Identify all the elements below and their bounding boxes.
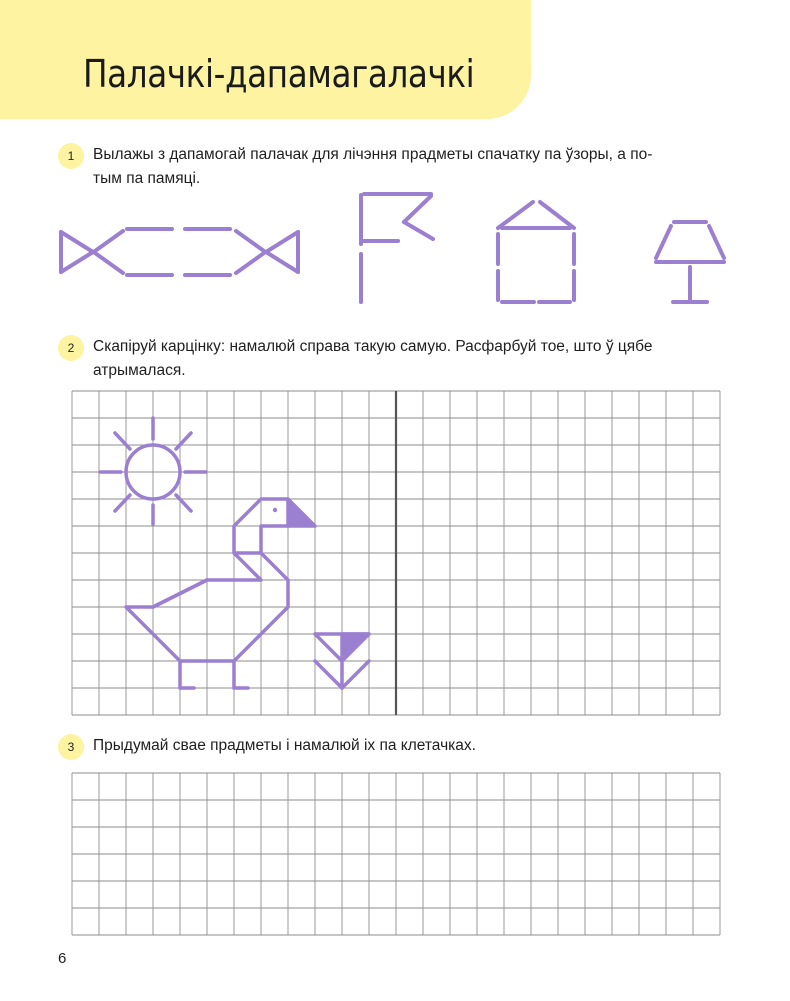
task-2-text-line-1: Скапіруй карцінку: намалюй справа такую самую. Расфарбуй тое, што ў цябе (93, 338, 653, 355)
task-1-number: 1 (58, 143, 84, 169)
stick-figure-flag (361, 194, 433, 302)
task-2-number: 2 (58, 335, 84, 361)
stick-figure-candy (61, 229, 298, 275)
drawing-grid (72, 773, 720, 935)
stick-figure-lamp (656, 222, 724, 302)
task-2-text-line-2: атрымалася. (93, 362, 186, 379)
task-3-number: 3 (58, 734, 84, 760)
page-title: Палачкі-дапамагалачкі (83, 52, 475, 96)
goose-figure (126, 499, 315, 688)
task-1-text-line-2: тым па памяці. (93, 170, 201, 187)
page-number: 6 (58, 950, 67, 967)
task-3-text-line-1: Прыдумай свае прадметы і намалюй іх па клетачках. (93, 737, 476, 754)
task-1-text-line-1: Вылажы з дапамогай палачак для лічэння прадметы спачатку па ўзоры, а по- (93, 146, 653, 163)
stick-figure-house (498, 202, 574, 302)
